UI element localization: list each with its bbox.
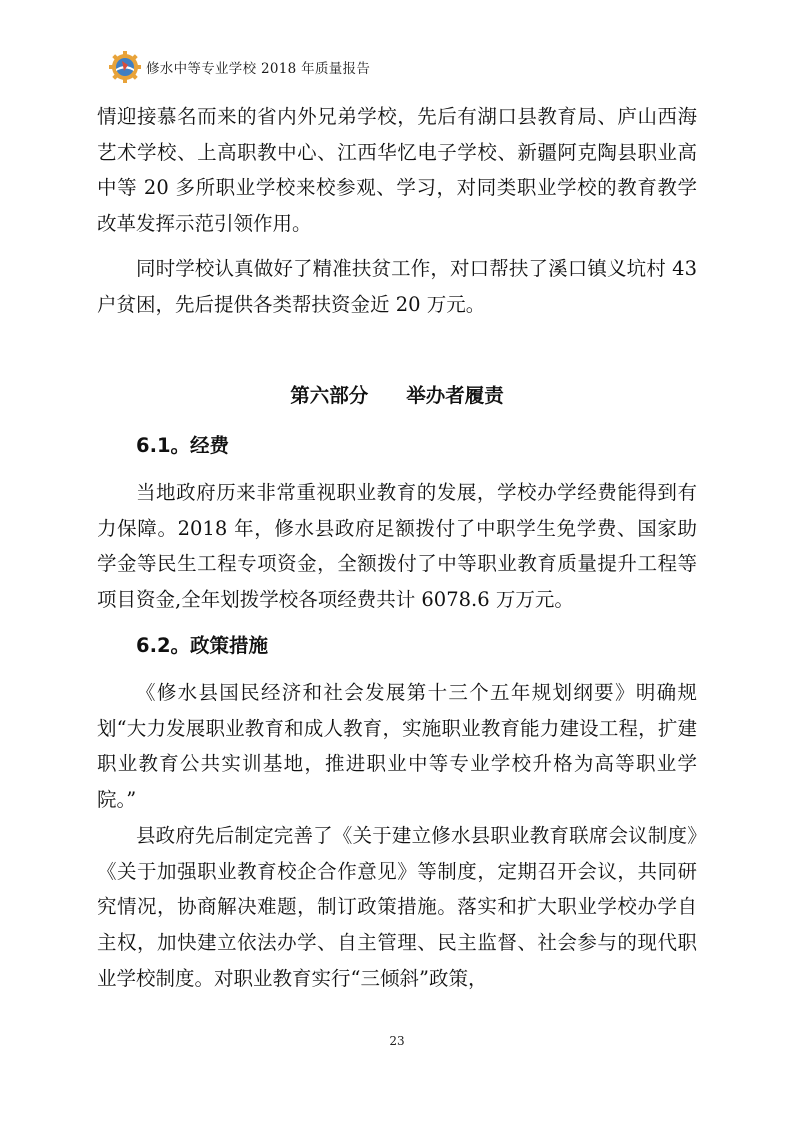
paragraph-policy-measures: 县政府先后制定完善了《关于建立修水县职业教育联席会议制度》《关于加强职业教育校企合作意见》等制度，定期召开会议，共同研究情况，协商解决难题，制订政策措施。落实和扩大职业学校办学自主权，加快建立依法办学、自主管理、民主监督、社会参与的现代职业学校制度。对职业教育实行“三倾斜”政策， (97, 824, 697, 990)
section-name: 举办者履责 (406, 384, 504, 407)
subheading-policy: 6.2。政策措施 (136, 634, 269, 657)
paragraph-funding: 当地政府历来非常重视职业教育的发展，学校办学经费能得到有力保障。2018 年，修水县政府足额拨付了中职学生免学费、国家助学金等民生工程专项资金，全额拨付了中等职业教育质量提升工程等项目资金,全年划拨学校各项经费共计 6078.6 万万元。 (97, 481, 697, 612)
section-title (0, 380, 794, 408)
page-header (108, 50, 370, 84)
report-title: 修水中等专业学校 2018 年质量报告 (146, 61, 371, 77)
subheading-funding: 6.1。经费 (136, 434, 230, 457)
paragraph-visiting-schools: 情迎接慕名而来的省内外兄弟学校，先后有湖口县教育局、庐山西海艺术学校、上高职教中心、江西华忆电子学校、新疆阿克陶县职业高中等 20 多所职业学校来校参观、学习，对同类职业学校的教育教学改革发挥示范引领作用。 (97, 105, 697, 236)
paragraph-poverty-alleviation: 同时学校认真做好了精准扶贫工作，对口帮扶了溪口镇义坑村 43 户贫困，先后提供各类帮扶资金近 20 万元。 (97, 257, 697, 316)
paragraph-policy-plan: 《修水县国民经济和社会发展第十三个五年规划纲要》明确规划“大力发展职业教育和成人教育，实施职业教育能力建设工程，扩建职业教育公共实训基地，推进职业中等专业学校升格为高等职业学院。” (97, 681, 697, 812)
page-number: 23 (389, 1034, 405, 1048)
section-number: 第六部分 (290, 384, 369, 407)
school-emblem-icon (108, 50, 142, 84)
